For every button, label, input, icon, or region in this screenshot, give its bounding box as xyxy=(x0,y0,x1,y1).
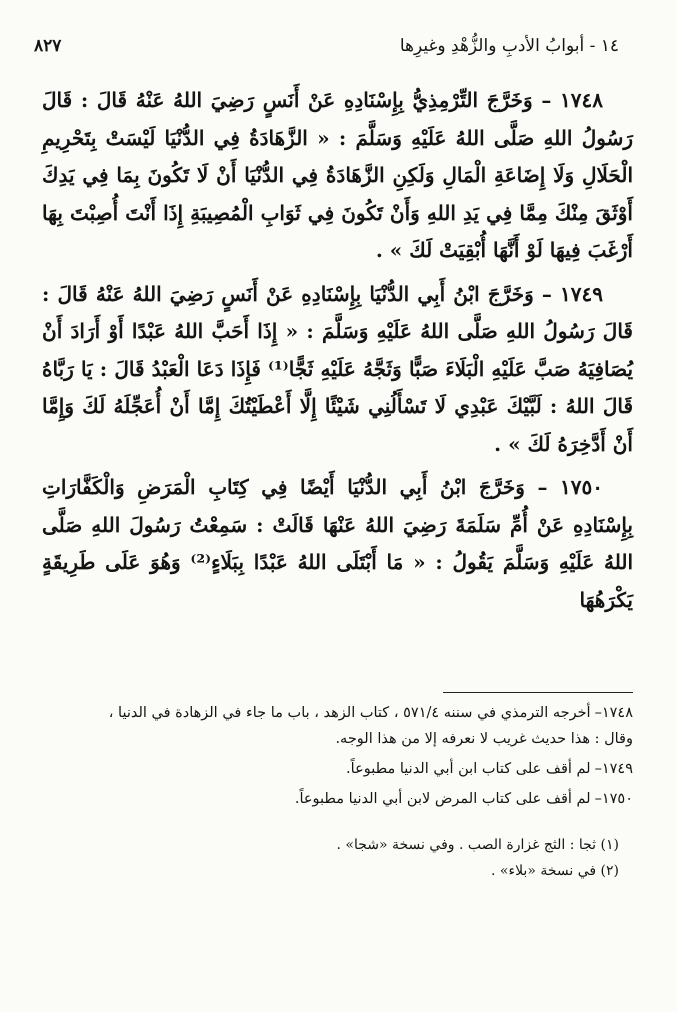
note-line: وقال : هذا حديث غريب لا نعرفه إلا من هذا الوجه. xyxy=(335,731,633,747)
note-1750 xyxy=(46,786,633,812)
hadith-1748 xyxy=(42,82,633,270)
running-header xyxy=(34,32,619,62)
main-text xyxy=(42,82,633,619)
hadith-text: – وَخَرَّجَ ابْنُ أَبِي الدُّنْيَا بِإِسْنَادِهِ عَنْ أَنَسٍ رَضِيَ اللهُ عَنْهُ قَالَ : قَالَ رَسُولُ اللهِ صَلَّى اللهُ عَلَيْهِ وَسَلَّمَ : « إِذَا أَحَبَّ اللهُ عَبْدًا أَوْ أَرَادَ أَنْ يُصَافِيَهُ صَبَّ عَلَيْهِ الْبَلَاءَ صَبًّا وَثَجَّهُ عَلَيْهِ ثَجًّا⁽¹⁾ فَإِذَا دَعَا الْعَبْدُ قَالَ : يَا رَبَّاهُ قَالَ اللهُ : لَبَّيْكَ عَبْدِي لَا تَسْأَلُنِي شَيْئًا إِلَّا أَعْطَيْتُكَ إِمَّا أَنْ أُعَجِّلَهُ لَكَ وَإِمَّا أَنْ أَدَّخِرَهُ لَكَ » . xyxy=(42,281,634,456)
takhrij-notes xyxy=(46,700,633,816)
running-title: ١٤ - أبوابُ الأدبِ والزُّهْدِ وغيرِها xyxy=(399,36,619,56)
note-line: أخرجه الترمذي في سننه ٥٧١/٤ ، كتاب الزهد ، باب ما جاء في الزهادة في الدنيا ، xyxy=(108,705,591,721)
page-number: ٨٢٧ xyxy=(34,36,62,56)
note-number: ١٧٤٨– xyxy=(594,705,633,721)
footnote-1: (١) ثجا : الثج غزارة الصب . وفي نسخة «شجا» . xyxy=(336,837,619,853)
hadith-1750 xyxy=(42,469,633,619)
note-line: لم أقف على كتاب ابن أبي الدنيا مطبوعاً. xyxy=(346,761,591,777)
hadith-1749 xyxy=(42,276,633,464)
hadith-number: ١٧٤٩ xyxy=(560,281,603,306)
note-line: لم أقف على كتاب المرض لابن أبي الدنيا مطبوعاً. xyxy=(294,791,591,807)
note-number: ١٧٤٩– xyxy=(594,761,633,777)
footnote-2: (٢) في نسخة «بلاء» . xyxy=(491,863,619,879)
note-number: ١٧٥٠– xyxy=(594,791,633,807)
note-1748 xyxy=(46,700,633,752)
footnotes xyxy=(46,832,633,884)
note-1749 xyxy=(46,756,633,782)
footnote-separator xyxy=(443,692,633,693)
hadith-text: – وَخَرَّجَ ابْنُ أَبِي الدُّنْيَا أَيْضًا فِي كِتَابِ الْمَرَضِ وَالْكَفَّارَاتِ بِإِسْنَادِهِ عَنْ أُمِّ سَلَمَةَ رَضِيَ اللهُ عَنْهَا قَالَتْ : سَمِعْتُ رَسُولَ اللهِ صَلَّى اللهُ عَلَيْهِ وَسَلَّمَ يَقُولُ : « مَا أَبْتَلَى اللهُ عَبْدًا بِبَلَاءٍ⁽²⁾ وَهُوَ عَلَى طَرِيقَةٍ يَكْرَهُهَا xyxy=(42,475,634,612)
hadith-number: ١٧٤٨ xyxy=(560,88,603,112)
hadith-text: – وَخَرَّجَ التِّرْمِذِيُّ بِإِسْنَادِهِ عَنْ أَنَسٍ رَضِيَ اللهُ عَنْهُ قَالَ : قَالَ رَسُولُ اللهِ صَلَّى اللهُ عَلَيْهِ وَسَلَّمَ : « الزَّهَادَةُ فِي الدُّنْيَا لَيْسَتْ بِتَحْرِيمِ الْحَلَالِ وَلَا إِضَاعَةِ الْمَالِ وَلَكِنِ الزَّهَادَةُ فِي الدُّنْيَا أَنْ لَا تَكُونَ بِمَا فِي يَدِكَ أَوْثَقَ مِنْكَ مِمَّا فِي يَدِ اللهِ وَأَنْ تَكُونَ فِي ثَوَابِ الْمُصِيبَةِ إِذَا أَنْتَ أُصِبْتَ بِهَا أَرْغَبَ فِيهَا لَوْ أَنَّهَا أُبْقِيَتْ لَكَ » . xyxy=(42,88,633,262)
hadith-number: ١٧٥٠ xyxy=(560,475,603,499)
